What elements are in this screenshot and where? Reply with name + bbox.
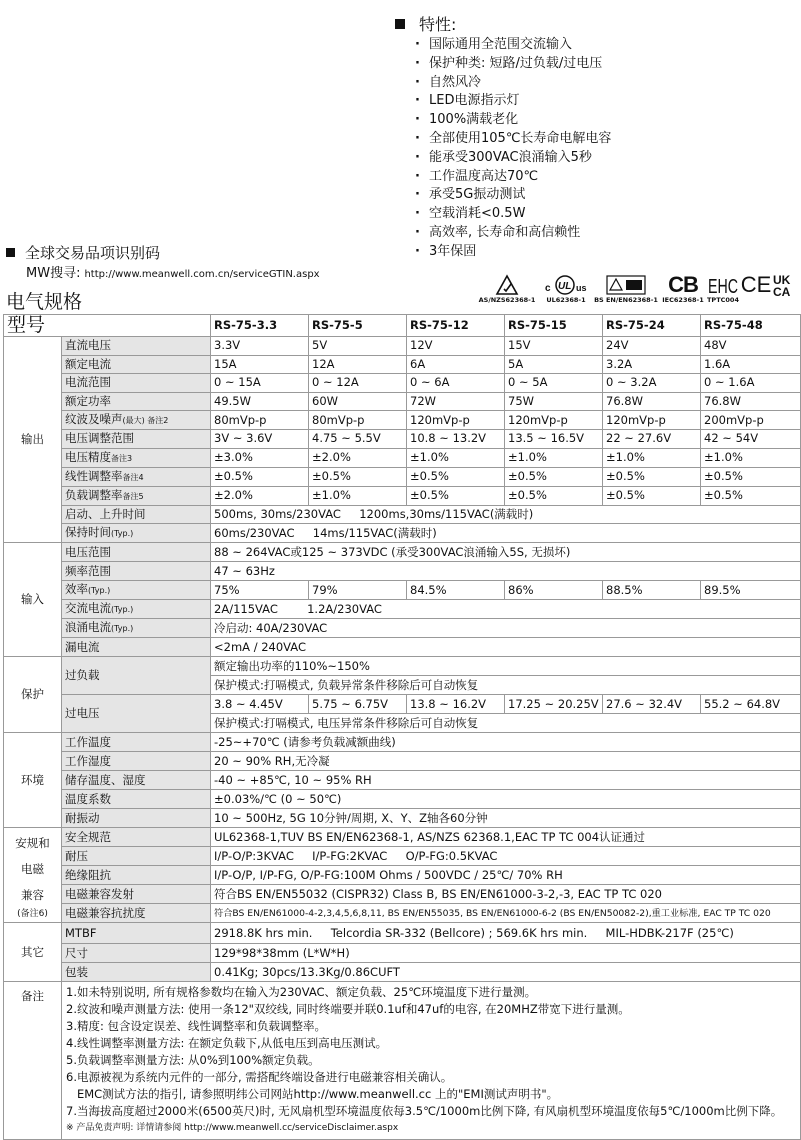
cell: 500ms, 30ms/230VAC 1200ms,30ms/115VAC(满载时) bbox=[211, 505, 801, 524]
cell: 符合BS EN/EN55032 (CISPR32) Class B, BS EN/EN61000-3-2,-3, EAC TP TC 020 bbox=[211, 885, 801, 904]
table-row bbox=[4, 430, 801, 449]
table-row bbox=[4, 619, 801, 638]
cell: 129*98*38mm (L*W*H) bbox=[211, 944, 801, 963]
table-row bbox=[4, 904, 801, 923]
svg-text:UK: UK bbox=[773, 273, 791, 287]
row-label: 浪涌电流(Typ.) bbox=[62, 619, 211, 638]
table-row bbox=[4, 885, 801, 904]
row-label: 过电压 bbox=[62, 695, 211, 733]
note-line: 2.纹波和噪声测量方法: 使用一条12"双绞线, 同时终端要并联0.1uf和47uf的电容, 在20MHZ带宽下进行量测。 bbox=[66, 1002, 630, 1016]
certification-marks bbox=[476, 274, 800, 310]
cell: ±1.0% bbox=[603, 448, 701, 467]
cell: ±0.5% bbox=[407, 467, 505, 486]
gtin-label: MW搜寻: bbox=[26, 266, 81, 281]
cell: ±3.0% bbox=[211, 448, 309, 467]
tuv-mark-icon bbox=[594, 274, 658, 296]
cell: ±0.5% bbox=[603, 467, 701, 486]
table-row bbox=[4, 392, 801, 411]
cell: 75% bbox=[211, 581, 309, 600]
ul-mark-icon bbox=[538, 274, 594, 296]
cell: ±0.03%/℃ (0 ~ 50℃) bbox=[211, 790, 801, 809]
table-row bbox=[4, 486, 801, 505]
row-label: 直流电压 bbox=[62, 337, 211, 356]
note-line: 1.如未特别说明, 所有规格参数均在输入为230VAC、额定负载、25℃环境温度下进行量测。 bbox=[66, 985, 537, 999]
cell: ±1.0% bbox=[309, 486, 407, 505]
cell: ±2.0% bbox=[211, 486, 309, 505]
ce-cert bbox=[742, 274, 770, 296]
eac-mark-icon bbox=[706, 274, 740, 296]
feature-item: · 高效率, 长寿命和高信赖性 bbox=[415, 224, 795, 243]
table-row bbox=[4, 448, 801, 467]
cell: 2A/115VAC 1.2A/230VAC bbox=[211, 600, 801, 619]
cell: ±0.5% bbox=[211, 467, 309, 486]
features-list bbox=[415, 36, 795, 262]
cell: -40 ~ +85℃, 10 ~ 95% RH bbox=[211, 771, 801, 790]
ul-cert: c UL us UL62368-1 bbox=[538, 274, 594, 304]
table-row bbox=[4, 923, 801, 944]
row-label: 温度系数 bbox=[62, 790, 211, 809]
feature-item: · 空载消耗<0.5W bbox=[415, 205, 795, 224]
note-line: 4.线性调整率测量方法: 在额定负载下,从低电压到高电压测试。 bbox=[66, 1036, 388, 1050]
row-label: 过负载 bbox=[62, 657, 211, 695]
cell: 76.8W bbox=[603, 392, 701, 411]
cell: 3.8 ~ 4.45V bbox=[211, 695, 309, 714]
tuv-cert: BS EN/EN62368-1 bbox=[594, 274, 658, 304]
row-label: 电流范围 bbox=[62, 374, 211, 393]
row-label: 耐振动 bbox=[62, 809, 211, 828]
svg-text:us: us bbox=[576, 283, 587, 293]
cell: 15A bbox=[211, 355, 309, 374]
notes-content bbox=[62, 982, 801, 1140]
cell: 80mVp-p bbox=[211, 411, 309, 430]
row-label: 储存温度、湿度 bbox=[62, 771, 211, 790]
cell: ±0.5% bbox=[603, 486, 701, 505]
cell: 15V bbox=[505, 337, 603, 356]
row-label: 安全规范 bbox=[62, 828, 211, 847]
row-label: 保持时间(Typ.) bbox=[62, 524, 211, 543]
gtin-link[interactable]: http://www.meanwell.com.cn/serviceGTIN.aspx bbox=[84, 269, 320, 280]
table-row bbox=[4, 600, 801, 619]
row-label: 线性调整率备注4 bbox=[62, 467, 211, 486]
rcm-cert: AS/NZS62368-1 bbox=[476, 274, 538, 304]
cell: 47 ~ 63Hz bbox=[211, 562, 801, 581]
cell: 0.41Kg; 30pcs/13.3Kg/0.86CUFT bbox=[211, 963, 801, 982]
model-name: RS-75-15 bbox=[505, 315, 603, 337]
row-label: 负载调整率备注5 bbox=[62, 486, 211, 505]
table-row bbox=[4, 581, 801, 600]
cell: 0 ~ 12A bbox=[309, 374, 407, 393]
table-row bbox=[4, 847, 801, 866]
gtin-search-line bbox=[26, 264, 320, 285]
cell: 42 ~ 54V bbox=[701, 430, 801, 449]
cb-cert: CB IEC62368-1 bbox=[660, 274, 706, 304]
row-label: 额定电流 bbox=[62, 355, 211, 374]
cell: ±1.0% bbox=[407, 448, 505, 467]
feature-item: · 国际通用全范围交流输入 bbox=[415, 36, 795, 55]
feature-item: · 承受5G振动测试 bbox=[415, 186, 795, 205]
row-label: 工作湿度 bbox=[62, 752, 211, 771]
cell: 80mVp-p bbox=[309, 411, 407, 430]
cell: 72W bbox=[407, 392, 505, 411]
row-label: 绝缘阻抗 bbox=[62, 866, 211, 885]
feature-item: · 能承受300VAC浪涌输入5秒 bbox=[415, 149, 795, 168]
cell: ±2.0% bbox=[309, 448, 407, 467]
cell: ±0.5% bbox=[701, 467, 801, 486]
cell: 48V bbox=[701, 337, 801, 356]
row-label: 交流电流(Typ.) bbox=[62, 600, 211, 619]
row-label: 工作温度 bbox=[62, 733, 211, 752]
cell: 84.5% bbox=[407, 581, 505, 600]
cell: 保护模式:打嗝模式, 负载异常条件移除后可自动恢复 bbox=[211, 676, 801, 695]
table-row bbox=[4, 695, 801, 714]
table-row bbox=[4, 374, 801, 393]
table-row bbox=[4, 411, 801, 430]
spec-title: 电气规格 bbox=[6, 291, 83, 313]
table-row bbox=[4, 638, 801, 657]
note-line: 6.电源被视为系统内元件的一部分, 需搭配终端设备进行电磁兼容相关确认。 bbox=[66, 1070, 453, 1084]
row-label: 漏电流 bbox=[62, 638, 211, 657]
cell: 0 ~ 15A bbox=[211, 374, 309, 393]
table-row bbox=[4, 657, 801, 676]
note-line: 7.当海拔高度超过2000米(6500英尺)时, 无风扇机型环境温度依每3.5℃/1000m比例下降, 有风扇机型环境温度依每5℃/1000m比例下降。 bbox=[66, 1104, 783, 1118]
feature-item: · 全部使用105℃长寿命电解电容 bbox=[415, 130, 795, 149]
table-row bbox=[4, 467, 801, 486]
feature-item: · 3年保固 bbox=[415, 243, 795, 262]
row-label: 电压精度备注3 bbox=[62, 448, 211, 467]
cell: 55.2 ~ 64.8V bbox=[701, 695, 801, 714]
cell: 79% bbox=[309, 581, 407, 600]
cell: 17.25 ~ 20.25V bbox=[505, 695, 603, 714]
cell: 3.3V bbox=[211, 337, 309, 356]
cell: 49.5W bbox=[211, 392, 309, 411]
svg-text:CA: CA bbox=[773, 285, 791, 299]
square-bullet-icon bbox=[395, 19, 405, 29]
cb-mark-icon: CB bbox=[668, 272, 698, 297]
table-row bbox=[4, 944, 801, 963]
category-notes: 备注 bbox=[4, 982, 62, 1140]
category-protection: 保护 bbox=[4, 657, 62, 733]
cell: 120mVp-p bbox=[505, 411, 603, 430]
cell: ±0.5% bbox=[309, 467, 407, 486]
cell: 120mVp-p bbox=[603, 411, 701, 430]
table-row bbox=[4, 866, 801, 885]
cell: 2918.8K hrs min. Telcordia SR-332 (Bellcore) ; 569.6K hrs min. MIL-HDBK-217F (25℃) bbox=[211, 923, 801, 944]
category-environment: 环境 bbox=[4, 733, 62, 828]
cell: 12A bbox=[309, 355, 407, 374]
table-row bbox=[4, 790, 801, 809]
svg-text:c: c bbox=[545, 283, 551, 294]
note-line: ※ 产品免责声明: 详情请参阅 http://www.meanwell.cc/serviceDisclaimer.aspx bbox=[66, 1123, 399, 1133]
cell: 保护模式:打嗝模式, 电压异常条件移除后可自动恢复 bbox=[211, 714, 801, 733]
row-label: 纹波及噪声(最大) 备注2 bbox=[62, 411, 211, 430]
feature-item: · 100%满载老化 bbox=[415, 111, 795, 130]
svg-text:UL: UL bbox=[558, 281, 572, 292]
cell: 10 ~ 500Hz, 5G 10分钟/周期, X、Y、Z轴各60分钟 bbox=[211, 809, 801, 828]
category-output: 输出 bbox=[4, 337, 62, 543]
cell: 5V bbox=[309, 337, 407, 356]
cell: 20 ~ 90% RH,无冷凝 bbox=[211, 752, 801, 771]
model-name: RS-75-3.3 bbox=[211, 315, 309, 337]
note-line: 5.负载调整率测量方法: 从0%到100%额定负载。 bbox=[66, 1053, 320, 1067]
row-label: 尺寸 bbox=[62, 944, 211, 963]
cell: 24V bbox=[603, 337, 701, 356]
cell: 22 ~ 27.6V bbox=[603, 430, 701, 449]
cell: 75W bbox=[505, 392, 603, 411]
cell: 12V bbox=[407, 337, 505, 356]
table-row bbox=[4, 505, 801, 524]
cell: 120mVp-p bbox=[407, 411, 505, 430]
cell: 10.8 ~ 13.2V bbox=[407, 430, 505, 449]
cell: 0 ~ 6A bbox=[407, 374, 505, 393]
gtin-section bbox=[6, 242, 320, 285]
model-name: RS-75-5 bbox=[309, 315, 407, 337]
note-line: EMC测试方法的指引, 请参照明纬公司网站http://www.meanwell.cc 上的"EMI测试声明书"。 bbox=[66, 1087, 559, 1101]
table-row bbox=[4, 809, 801, 828]
cell: 89.5% bbox=[701, 581, 801, 600]
cell: 88.5% bbox=[603, 581, 701, 600]
cell: 5A bbox=[505, 355, 603, 374]
cell: 6A bbox=[407, 355, 505, 374]
gtin-title: 全球交易品项识别码 bbox=[6, 242, 320, 264]
ukca-cert bbox=[772, 273, 800, 299]
row-label: 额定功率 bbox=[62, 392, 211, 411]
category-input: 输入 bbox=[4, 543, 62, 657]
ce-mark-icon: CE bbox=[740, 272, 772, 297]
row-label: 耐压 bbox=[62, 847, 211, 866]
cell: ±0.5% bbox=[505, 467, 603, 486]
cell: <2mA / 240VAC bbox=[211, 638, 801, 657]
cell: 3.2A bbox=[603, 355, 701, 374]
feature-item: · 工作温度高达70℃ bbox=[415, 168, 795, 187]
square-bullet-icon bbox=[6, 248, 15, 257]
table-row bbox=[4, 543, 801, 562]
model-label: 型号 bbox=[4, 315, 211, 337]
cell: I/P-O/P:3KVAC I/P-FG:2KVAC O/P-FG:0.5KVAC bbox=[211, 847, 801, 866]
category-safety-emc: 安规和 电磁 兼容 (备注6) bbox=[4, 828, 62, 923]
row-label: 效率(Typ.) bbox=[62, 581, 211, 600]
svg-text:EHC: EHC bbox=[708, 276, 738, 298]
cell: 60W bbox=[309, 392, 407, 411]
cell: 冷启动: 40A/230VAC bbox=[211, 619, 801, 638]
table-row bbox=[4, 337, 801, 356]
row-label: 频率范围 bbox=[62, 562, 211, 581]
cell: -25~+70℃ (请参考负载减额曲线) bbox=[211, 733, 801, 752]
cell: UL62368-1,TUV BS EN/EN62368-1, AS/NZS 62368.1,EAC TP TC 004认证通过 bbox=[211, 828, 801, 847]
cell: 27.6 ~ 32.4V bbox=[603, 695, 701, 714]
row-label: 电磁兼容发射 bbox=[62, 885, 211, 904]
cell: ±0.5% bbox=[701, 486, 801, 505]
cell: 4.75 ~ 5.5V bbox=[309, 430, 407, 449]
cell: 3V ~ 3.6V bbox=[211, 430, 309, 449]
category-others: 其它 bbox=[4, 923, 62, 982]
feature-item: · 保护种类: 短路/过负载/过电压 bbox=[415, 55, 795, 74]
table-row bbox=[4, 562, 801, 581]
cell: ±0.5% bbox=[407, 486, 505, 505]
cell: 符合BS EN/EN61000-4-2,3,4,5,6,8,11, BS EN/EN55035, BS EN/EN61000-6-2 (BS EN/EN50082-2),重工业标准, EAC TP TC 020 bbox=[211, 904, 801, 923]
model-name: RS-75-48 bbox=[701, 315, 801, 337]
feature-item: · 自然风冷 bbox=[415, 74, 795, 93]
table-row bbox=[4, 771, 801, 790]
table-row bbox=[4, 524, 801, 543]
model-name: RS-75-24 bbox=[603, 315, 701, 337]
cell: 0 ~ 3.2A bbox=[603, 374, 701, 393]
table-row bbox=[4, 963, 801, 982]
notes-row bbox=[4, 982, 801, 1140]
cell: 5.75 ~ 6.75V bbox=[309, 695, 407, 714]
table-row bbox=[4, 752, 801, 771]
cell: 0 ~ 1.6A bbox=[701, 374, 801, 393]
cell: I/P-O/P, I/P-FG, O/P-FG:100M Ohms / 500VDC / 25℃/ 70% RH bbox=[211, 866, 801, 885]
cell: 额定输出功率的110%~150% bbox=[211, 657, 801, 676]
cell: ±0.5% bbox=[505, 486, 603, 505]
table-row bbox=[4, 733, 801, 752]
cell: 76.8W bbox=[701, 392, 801, 411]
spec-table bbox=[3, 314, 801, 1140]
row-label: 包装 bbox=[62, 963, 211, 982]
cell: ±1.0% bbox=[701, 448, 801, 467]
cell: 60ms/230VAC 14ms/115VAC(满载时) bbox=[211, 524, 801, 543]
cell: 1.6A bbox=[701, 355, 801, 374]
cell: 13.8 ~ 16.2V bbox=[407, 695, 505, 714]
features-title: 特性: bbox=[395, 14, 795, 36]
table-row bbox=[4, 355, 801, 374]
ukca-mark-icon bbox=[772, 273, 800, 299]
row-label: 电压调整范围 bbox=[62, 430, 211, 449]
row-label: 电磁兼容抗扰度 bbox=[62, 904, 211, 923]
row-label: 启动、上升时间 bbox=[62, 505, 211, 524]
features-section bbox=[395, 14, 795, 262]
eac-cert: EHC TPTC004 bbox=[707, 276, 739, 304]
row-label: 电压范围 bbox=[62, 543, 211, 562]
cell: 88 ~ 264VAC或125 ~ 373VDC (承受300VAC浪涌输入5S, 无损坏) bbox=[211, 543, 801, 562]
cell: 86% bbox=[505, 581, 603, 600]
note-line: 3.精度: 包含设定误差、线性调整率和负载调整率。 bbox=[66, 1019, 326, 1033]
cell: 200mVp-p bbox=[701, 411, 801, 430]
rcm-mark-icon bbox=[476, 274, 538, 296]
model-name: RS-75-12 bbox=[407, 315, 505, 337]
feature-item: · LED电源指示灯 bbox=[415, 92, 795, 111]
row-label: MTBF bbox=[62, 923, 211, 944]
table-row bbox=[4, 828, 801, 847]
cell: ±1.0% bbox=[505, 448, 603, 467]
table-header-row bbox=[4, 315, 801, 337]
cell: 0 ~ 5A bbox=[505, 374, 603, 393]
cell: 13.5 ~ 16.5V bbox=[505, 430, 603, 449]
